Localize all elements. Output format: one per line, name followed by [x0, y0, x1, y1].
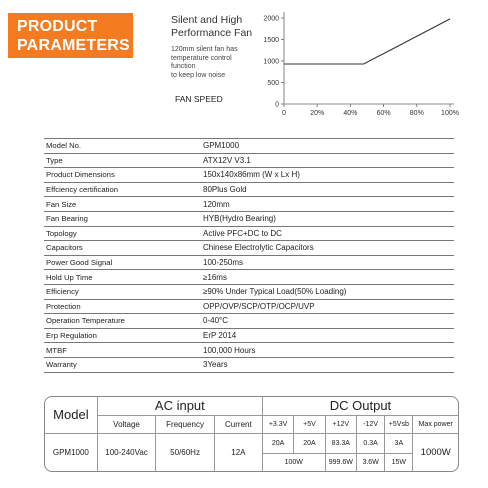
- x-tick-label: 60%: [376, 110, 391, 117]
- spec-value: 3Years: [189, 357, 454, 372]
- spec-value: ≥16ms: [189, 270, 454, 285]
- spec-value: ATX12V V3.1: [189, 153, 454, 168]
- spec-value: 80Plus Gold: [189, 182, 454, 197]
- x-tick-label: 100%: [441, 110, 459, 117]
- x-tick-label: 40%: [343, 110, 358, 117]
- spec-label: Power Good Signal: [44, 255, 189, 270]
- y-tick-label: 0: [275, 101, 279, 109]
- spec-value: GPM1000: [189, 139, 454, 154]
- spec-label: Model No.: [44, 139, 189, 154]
- badge-line-1: PRODUCT: [17, 18, 98, 35]
- x-tick-label: 20%: [310, 110, 325, 117]
- spec-label: Erp Regulation: [44, 328, 189, 343]
- spec-table: [44, 138, 454, 373]
- io-amps-12v: 83.3A: [325, 433, 356, 453]
- spec-row: [44, 211, 454, 226]
- io-max-power-value: 1000W: [413, 433, 458, 471]
- io-current-header: Current: [214, 415, 262, 433]
- y-tick-label: 2000: [263, 15, 279, 23]
- io-amps-n12v: 0.3A: [357, 433, 385, 453]
- spec-row: [44, 357, 454, 372]
- spec-row: [44, 226, 454, 241]
- spec-row: [44, 255, 454, 270]
- spec-label: Efficiency: [44, 284, 189, 299]
- spec-value: 120mm: [189, 197, 454, 212]
- badge-line-2: PARAMETERS: [17, 37, 130, 54]
- spec-value: ≥90% Under Typical Load(50% Loading): [189, 284, 454, 299]
- fan-speed-label: FAN SPEED: [175, 94, 223, 104]
- io-watts-3v3-5v: 100W: [262, 453, 325, 471]
- y-tick-label: 1000: [263, 58, 279, 66]
- io-voltage-header: Voltage: [97, 415, 156, 433]
- io-amps-5vsb: 3A: [385, 433, 413, 453]
- io-watts-n12v: 3.6W: [357, 453, 385, 471]
- x-tick-label: 80%: [409, 110, 424, 117]
- fan-title-line-2: Performance Fan: [171, 27, 253, 39]
- spec-row: [44, 343, 454, 358]
- spec-row: [44, 139, 454, 154]
- io-spec-box: [44, 396, 459, 472]
- fan-speed-chart: [250, 8, 470, 124]
- io-amps-5v: 20A: [294, 433, 325, 453]
- fan-desc-line-1: 120mm silent fan has: [171, 46, 238, 53]
- spec-row: [44, 153, 454, 168]
- spec-row: [44, 197, 454, 212]
- spec-value: HYB(Hydro Bearing): [189, 211, 454, 226]
- fan-curve-line: [284, 19, 450, 64]
- product-parameters-badge: [8, 13, 133, 58]
- io-model-header: Model: [45, 397, 97, 433]
- spec-label: Effciency certification: [44, 182, 189, 197]
- spec-label: Operation Temperature: [44, 314, 189, 329]
- io-amps-3v3: 20A: [262, 433, 293, 453]
- spec-value: 150x140x86mm (W x Lx H): [189, 168, 454, 183]
- spec-label: Fan Size: [44, 197, 189, 212]
- spec-row: [44, 284, 454, 299]
- spec-value: ErP 2014: [189, 328, 454, 343]
- io-rail-5v: +5V: [294, 415, 325, 433]
- spec-row: [44, 270, 454, 285]
- io-ac-input-header: AC input: [97, 397, 262, 415]
- spec-row: [44, 168, 454, 183]
- io-rail-12v: +12V: [325, 415, 356, 433]
- spec-value: 0-40°C: [189, 314, 454, 329]
- spec-value: Chinese Electrolytic Capacitors: [189, 241, 454, 256]
- spec-row: [44, 328, 454, 343]
- io-watts-12v: 999.6W: [325, 453, 356, 471]
- io-voltage-value: 100-240Vac: [97, 433, 156, 471]
- io-spec-table: [45, 397, 458, 472]
- spec-value: Active PFC+DC to DC: [189, 226, 454, 241]
- io-frequency-value: 50/60Hz: [156, 433, 215, 471]
- y-tick-label: 500: [267, 80, 279, 87]
- io-frequency-header: Frequency: [156, 415, 215, 433]
- spec-label: Warranty: [44, 357, 189, 372]
- spec-label: Protection: [44, 299, 189, 314]
- spec-label: Type: [44, 153, 189, 168]
- fan-desc-line-4: to keep low noise: [171, 71, 226, 79]
- io-max-power-header: Max power: [413, 415, 458, 433]
- spec-value: 100-250ms: [189, 255, 454, 270]
- spec-label: Topology: [44, 226, 189, 241]
- fan-desc-line-3: function: [171, 63, 196, 70]
- fan-title-line-1: Silent and High: [171, 14, 243, 26]
- spec-row: [44, 241, 454, 256]
- spec-value: 100,000 Hours: [189, 343, 454, 358]
- io-rail-5vsb: +5Vsb: [385, 415, 413, 433]
- io-rail-3v3: +3.3V: [262, 415, 293, 433]
- io-dc-output-header: DC Output: [262, 397, 458, 415]
- fan-desc-line-2: temperature control: [171, 54, 232, 62]
- spec-row: [44, 299, 454, 314]
- y-tick-label: 1500: [263, 37, 279, 44]
- io-current-value: 12A: [214, 433, 262, 471]
- spec-label: Hold Up Time: [44, 270, 189, 285]
- spec-label: MTBF: [44, 343, 189, 358]
- spec-label: Fan Bearing: [44, 211, 189, 226]
- io-rail-n12v: -12V: [357, 415, 385, 433]
- spec-row: [44, 314, 454, 329]
- spec-label: Product Dimensions: [44, 168, 189, 183]
- spec-value: OPP/OVP/SCP/OTP/OCP/UVP: [189, 299, 454, 314]
- spec-label: Capacitors: [44, 241, 189, 256]
- spec-row: [44, 182, 454, 197]
- io-watts-5vsb: 15W: [385, 453, 413, 471]
- x-tick-label: 0: [282, 110, 286, 117]
- io-model-value: GPM1000: [45, 433, 97, 471]
